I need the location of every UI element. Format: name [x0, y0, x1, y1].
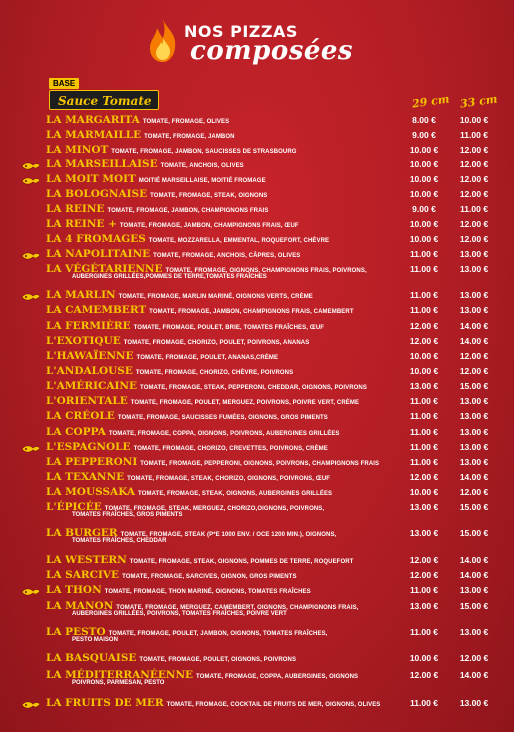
column-header-33cm: 33 cm: [459, 92, 499, 111]
price-33cm: 12.00 €: [459, 174, 489, 184]
pizza-name-text: L'ESPAGNOLE: [46, 441, 131, 453]
price-29cm: 10.00 €: [409, 487, 439, 497]
price-29cm: 13.00 €: [409, 502, 439, 512]
price-33cm: 13.00 €: [459, 411, 489, 421]
price-33cm: 14.00 €: [459, 570, 489, 580]
price-33cm: 15.00 €: [459, 381, 489, 391]
pizza-ingredients: TOMATE, FROMAGE, POULET, OIGNONS, POIVRONS: [139, 657, 297, 663]
pizza-name: [46, 320, 406, 334]
pizza-ingredients: TOMATE, FROMAGE, POULET, BRIE, TOMATES FRAÎCHES, ŒUF: [133, 325, 325, 331]
pizza-ingredients: TOMATE, FROMAGE, MARLIN MARINÉ, OIGNONS VERTS, CRÈME: [118, 294, 313, 300]
pizza-name-text: L'EXOTIQUE: [46, 335, 121, 347]
pizza-name: [46, 289, 406, 303]
pizza-name: [46, 456, 406, 470]
creole-specialty-logo-icon: [21, 444, 41, 454]
price-29cm: 12.00 €: [409, 570, 439, 580]
pizza-name: [46, 441, 406, 455]
price-29cm: 11.00 €: [410, 585, 438, 595]
pizza-ingredients: TOMATE, FROMAGE, ANCHOIS, CÂPRES, OLIVES: [153, 253, 301, 259]
pizza-ingredients-continued: POIVRONS, PARMESAN, PESTO: [72, 680, 165, 686]
price-33cm: 13.00 €: [459, 585, 489, 595]
base-tag: BASE: [49, 78, 79, 89]
pizza-name-text: LA REINE +: [46, 218, 117, 230]
price-29cm: 10.00 €: [409, 189, 439, 199]
pizza-name: [46, 486, 406, 500]
pizza-ingredients: TOMATE, FROMAGE, JAMBON, CHAMPIGNONS FRAIS: [107, 208, 269, 214]
pizza-ingredients: TOMATE, FROMAGE, POULET, JAMBON, OIGNONS, TOMATES FRAÎCHES,: [108, 631, 328, 637]
pizza-name-text: LA MARMAILLE: [46, 129, 142, 141]
price-33cm: 13.00 €: [459, 264, 489, 274]
pizza-name: [46, 173, 406, 187]
price-33cm: 13.00 €: [459, 698, 489, 708]
column-header-29cm: 29 cm: [411, 92, 451, 111]
pizza-name-text: LA NAPOLITAINE: [46, 248, 151, 260]
price-33cm: 15.00 €: [459, 528, 489, 538]
price-29cm: 12.00 €: [409, 555, 439, 565]
pizza-ingredients-continued: AUBERGINES GRILLÉES, POIVRONS, TOMATES FRAÎCHES, POIVRE VERT: [72, 611, 287, 617]
price-29cm: 11.00 €: [410, 305, 438, 315]
pizza-name-text: L'AMÉRICAINE: [46, 380, 138, 392]
pizza-name-text: LA MARLIN: [46, 289, 116, 301]
price-29cm: 11.00 €: [410, 249, 438, 259]
pizza-ingredients: TOMATE, FROMAGE, JAMBON, CHAMPIGNONS FRAIS, CAMEMBERT: [149, 309, 354, 315]
pizza-name-text: LA BOLOGNAISE: [46, 188, 148, 200]
pizza-name-text: LA MÉDITERRANÉENNE: [46, 669, 194, 681]
pizza-ingredients-continued: AUBERGINES GRILLÉES,POMMES DE TERRE,TOMATES FRAÎCHES: [72, 274, 267, 280]
price-33cm: 11.00 €: [460, 204, 488, 214]
pizza-ingredients: TOMATE, FROMAGE, JAMBON, SAUCISSES DE STRASBOURG: [111, 149, 297, 155]
pizza-name-text: L'HAWAÏENNE: [46, 350, 134, 362]
pizza-name-text: LA WESTERN: [46, 554, 127, 566]
price-33cm: 12.00 €: [459, 234, 489, 244]
price-29cm: 11.00 €: [410, 427, 438, 437]
pizza-name: [46, 218, 406, 232]
pizza-name-text: LA 4 FROMAGES: [46, 233, 146, 245]
price-29cm: 11.00 €: [410, 264, 438, 274]
pizza-name-text: LA VÉGÉTARIENNE: [46, 263, 163, 275]
pizza-name-text: LA MOUSSAKA: [46, 486, 136, 498]
price-33cm: 13.00 €: [459, 427, 489, 437]
price-29cm: 11.00 €: [410, 396, 438, 406]
pizza-name-text: LA MARSEILLAISE: [46, 158, 158, 170]
price-29cm: 12.00 €: [409, 336, 439, 346]
pizza-name-text: LA COPPA: [46, 426, 106, 438]
pizza-ingredients: TOMATE, FROMAGE, OIGNONS, CHAMPIGNONS FRAIS, POIVRONS,: [165, 268, 367, 274]
price-33cm: 14.00 €: [459, 321, 489, 331]
pizza-ingredients: TOMATE, FROMAGE, STEAK, OIGNONS, AUBERGINES GRILLÉES: [138, 491, 333, 497]
pizza-name: [46, 584, 406, 598]
creole-specialty-logo-icon: [21, 161, 41, 171]
price-33cm: 14.00 €: [459, 670, 489, 680]
pizza-ingredients-continued: PESTO MAISON: [72, 637, 118, 643]
price-33cm: 14.00 €: [459, 555, 489, 565]
price-33cm: 13.00 €: [459, 305, 489, 315]
pizza-ingredients: TOMATE, FROMAGE, COPPA, OIGNONS, POIVRONS, AUBERGINES GRILLÉES: [108, 431, 340, 437]
pizza-name-text: LA CRÉOLE: [46, 410, 115, 422]
pizza-name: [46, 410, 406, 424]
price-29cm: 10.00 €: [409, 366, 439, 376]
price-29cm: 12.00 €: [409, 472, 439, 482]
price-33cm: 14.00 €: [459, 336, 489, 346]
pizza-name-text: LA TEXANNE: [46, 471, 125, 483]
price-29cm: 10.00 €: [409, 145, 439, 155]
pizza-name-text: L'ÉPICÉE: [46, 501, 102, 513]
price-29cm: 10.00 €: [409, 351, 439, 361]
base-label: Sauce Tomate: [49, 90, 159, 110]
price-33cm: 13.00 €: [459, 290, 489, 300]
pizza-ingredients: TOMATE, FROMAGE, SAUCISSES FUMÉES, OIGNONS, GROS PIMENTS: [117, 415, 328, 421]
pizza-name: [46, 188, 406, 202]
price-33cm: 13.00 €: [459, 457, 489, 467]
creole-specialty-logo-icon: [21, 700, 41, 710]
pizza-ingredients: TOMATE, MOZZARELLA, EMMENTAL, ROQUEFORT, CHÈVRE: [148, 238, 330, 244]
pizza-ingredients: TOMATE, FROMAGE, JAMBON, CHAMPIGNONS FRAIS, ŒUF: [119, 223, 299, 229]
pizza-ingredients: TOMATE, FROMAGE, CHORIZO, POULET, POIVRONS, ANANAS: [123, 340, 310, 346]
price-33cm: 12.00 €: [459, 653, 489, 663]
pizza-ingredients: TOMATE, FROMAGE, POULET, MERGUEZ, POIVRONS, POIVRE VERT, CRÈME: [130, 400, 360, 406]
price-33cm: 12.00 €: [459, 487, 489, 497]
pizza-name-text: LA BASQUAISE: [46, 652, 137, 664]
pizza-name-text: LA THON: [46, 584, 102, 596]
price-33cm: 15.00 €: [459, 502, 489, 512]
price-33cm: 14.00 €: [459, 472, 489, 482]
creole-specialty-logo-icon: [21, 292, 41, 302]
pizza-name-text: LA PESTO: [46, 626, 106, 638]
creole-specialty-logo-icon: [21, 251, 41, 261]
pizza-ingredients: TOMATE, FROMAGE, SARCIVES, OIGNON, GROS PIMENTS: [122, 574, 297, 580]
pizza-name: [46, 233, 406, 247]
pizza-ingredients: MOITIÉ MARSEILLAISE, MOITIÉ FROMAGE: [138, 178, 266, 184]
pizza-name: [46, 569, 406, 583]
pizza-name: [46, 426, 406, 440]
price-29cm: 10.00 €: [409, 219, 439, 229]
price-33cm: 12.00 €: [459, 366, 489, 376]
price-33cm: 10.00 €: [459, 115, 489, 125]
pizza-ingredients: TOMATE, FROMAGE, STEAK, OIGNONS: [150, 193, 268, 199]
pizza-ingredients: TOMATE, FROMAGE, COPPA, AUBERGINES, OIGNONS: [196, 674, 359, 680]
price-29cm: 9.00 €: [412, 130, 436, 140]
price-29cm: 11.00 €: [410, 627, 438, 637]
pizza-name-text: LA SARCIVE: [46, 569, 120, 581]
price-29cm: 10.00 €: [409, 653, 439, 663]
price-29cm: 12.00 €: [409, 670, 439, 680]
pizza-name-text: LA BURGER: [46, 527, 118, 539]
price-29cm: 10.00 €: [409, 234, 439, 244]
price-33cm: 12.00 €: [459, 189, 489, 199]
price-33cm: 13.00 €: [459, 396, 489, 406]
price-33cm: 12.00 €: [459, 159, 489, 169]
pizza-name: [46, 365, 406, 379]
header-title-line2: composées: [190, 36, 354, 66]
price-33cm: 13.00 €: [459, 442, 489, 452]
price-29cm: 10.00 €: [409, 159, 439, 169]
price-33cm: 12.00 €: [459, 145, 489, 155]
pizza-ingredients: TOMATE, FROMAGE, THON MARINÉ, OIGNONS, TOMATES FRAÎCHES: [104, 589, 311, 595]
pizza-name-text: LA MANON: [46, 600, 114, 612]
price-29cm: 13.00 €: [409, 528, 439, 538]
price-29cm: 12.00 €: [409, 321, 439, 331]
pizza-name-text: LA MINOT: [46, 144, 109, 156]
price-29cm: 11.00 €: [410, 442, 438, 452]
pizza-name-text: LA FRUITS DE MER: [46, 697, 164, 709]
price-33cm: 15.00 €: [459, 601, 489, 611]
pizza-ingredients: TOMATE, FROMAGE, PEPPERONI, OIGNONS, POIVRONS, CHAMPIGNONS FRAIS: [140, 461, 380, 467]
pizza-ingredients: TOMATE, FROMAGE, STEAK, PEPPERONI, CHEDDAR, OIGNONS, POIVRONS: [140, 385, 367, 391]
price-29cm: 10.00 €: [409, 174, 439, 184]
pizza-name-text: LA CAMEMBERT: [46, 304, 147, 316]
pizza-name: [46, 350, 406, 364]
pizza-ingredients: TOMATE, FROMAGE, STEAK (P*E 1000 ENV. / OCE 1200 MIN.), OIGNONS,: [120, 532, 337, 538]
creole-specialty-logo-icon: [21, 587, 41, 597]
pizza-ingredients-continued: TOMATES FRAÎCHES, GROS PIMENTS: [72, 512, 183, 518]
price-29cm: 13.00 €: [409, 381, 439, 391]
pizza-name: [46, 395, 406, 409]
pizza-name: [46, 380, 406, 394]
price-29cm: 13.00 €: [409, 601, 439, 611]
price-29cm: 9.00 €: [412, 204, 436, 214]
pizza-name: [46, 652, 406, 666]
price-29cm: 11.00 €: [410, 457, 438, 467]
pizza-name: [46, 304, 406, 318]
pizza-ingredients: TOMATE, FROMAGE, JAMBON: [144, 134, 235, 140]
price-29cm: 11.00 €: [410, 290, 438, 300]
pizza-ingredients: TOMATE, FROMAGE, POULET, ANANAS,CRÈME: [136, 355, 279, 361]
pizza-name: [46, 248, 406, 262]
pizza-ingredients: TOMATE, FROMAGE, MERGUEZ, CAMEMBERT, OIGNONS, CHAMPIGNONS FRAIS,: [116, 605, 359, 611]
pizza-name: [46, 158, 406, 172]
pizza-name: [46, 554, 406, 568]
price-29cm: 11.00 €: [410, 411, 438, 421]
pizza-name: [46, 471, 406, 485]
pizza-name: [46, 335, 406, 349]
pizza-ingredients: TOMATE, FROMAGE, CHORIZO, CREVETTES, POIVRONS, CRÈME: [133, 446, 328, 452]
flame-icon: [146, 18, 180, 64]
price-33cm: 12.00 €: [459, 351, 489, 361]
pizza-ingredients-continued: TOMATES FRAÎCHES, CHEDDAR: [72, 538, 167, 544]
pizza-name-text: LA FERMIÈRE: [46, 320, 131, 332]
price-29cm: 11.00 €: [410, 698, 438, 708]
pizza-ingredients: TOMATE, FROMAGE, CHORIZO, CHÈVRE, POIVRONS: [135, 370, 294, 376]
price-33cm: 12.00 €: [459, 219, 489, 229]
pizza-name: [46, 697, 406, 711]
pizza-name-text: L'ANDALOUSE: [46, 365, 133, 377]
price-29cm: 8.00 €: [412, 115, 436, 125]
menu-header: [0, 0, 514, 70]
pizza-name-text: LA PEPPERONI: [46, 456, 138, 468]
pizza-ingredients: TOMATE, FROMAGE, STEAK, CHORIZO, OIGNONS, POIVRONS, ŒUF: [127, 476, 331, 482]
pizza-name-text: LA MARGARITA: [46, 114, 140, 126]
pizza-ingredients: TOMATE, FROMAGE, OLIVES: [142, 119, 230, 125]
price-33cm: 13.00 €: [459, 627, 489, 637]
pizza-name: [46, 144, 406, 158]
header-title-line1: NOS PIZZAS: [184, 22, 298, 41]
pizza-name-text: L'ORIENTALE: [46, 395, 128, 407]
pizza-name-text: LA MOIT MOIT: [46, 173, 136, 185]
pizza-ingredients: TOMATE, FROMAGE, STEAK, MERGUEZ, CHORIZO,OIGNONS, POIVRONS,: [104, 506, 325, 512]
pizza-name: [46, 203, 406, 217]
pizza-name: [46, 114, 406, 128]
pizza-name-text: LA REINE: [46, 203, 105, 215]
price-33cm: 13.00 €: [459, 249, 489, 259]
pizza-ingredients: TOMATE, FROMAGE, STEAK, OIGNONS, POMMES DE TERRE, ROQUEFORT: [129, 559, 354, 565]
pizza-name: [46, 129, 406, 143]
creole-specialty-logo-icon: [21, 176, 41, 186]
pizza-ingredients: TOMATE, FROMAGE, COCKTAIL DE FRUITS DE MER, OIGNONS, OLIVES: [166, 702, 381, 708]
price-33cm: 11.00 €: [460, 130, 488, 140]
pizza-ingredients: TOMATE, ANCHOIS, OLIVES: [160, 163, 244, 169]
